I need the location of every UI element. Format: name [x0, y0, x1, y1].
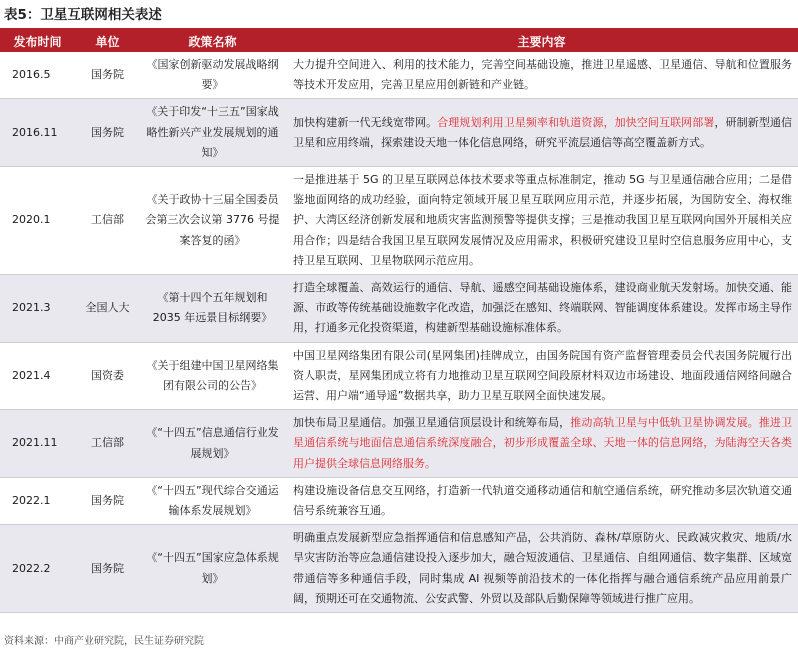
- cell-dept: 全国人大: [75, 275, 140, 343]
- table-row: [0, 525, 798, 613]
- table-row: [0, 99, 798, 167]
- header-content: 主要内容: [285, 30, 798, 52]
- cell-dept: 工信部: [75, 167, 140, 275]
- highlighted-text: 合理规划利用卫星频率和轨道资源，加快空间互联网部署: [437, 115, 715, 129]
- header-policy: 政策名称: [140, 30, 285, 52]
- content-text: 加快构建新一代无线宽带网。: [293, 115, 438, 129]
- cell-date: 2021.11: [0, 410, 75, 478]
- table-header-row: [0, 30, 798, 52]
- cell-date: 2021.4: [0, 342, 75, 410]
- cell-dept: 国务院: [75, 525, 140, 613]
- content-text: 中国卫星网络集团有限公司(星网集团)挂牌成立，由国务院国有资产监督管理委员会代表国务院履行出资人职责，星网集团成立将有力地推动卫星互联网空间段原材料双边市场建设、地面段通信网络间融合运营、用户端“通导遥”数据共享，助力卫星互联网全面快速发展。: [293, 348, 792, 403]
- content-text: 加快布局卫星通信。加强卫星通信顶层设计和统筹布局，: [293, 416, 571, 430]
- cell-date: 2022.2: [0, 525, 75, 613]
- source-note: 资料来源：中商产业研究院，民生证券研究院: [4, 636, 204, 647]
- content-text: 打造全球覆盖、高效运行的通信、导航、遥感空间基础设施体系，建设商业航天发射场。加快交通、能源、市政等传统基础设施数字化改造，加强泛在感知、终端联网、智能调度体系建设。发挥市场主导作用，打通多元化投资渠道，构建新型基础设施标准体系。: [293, 281, 792, 335]
- content-text: 大力提升空间进入、利用的技术能力，完善空间基础设施，推进卫星遥感、卫星通信、导航和位置服务等技术开发应用，完善卫星应用创新链和产业链。: [293, 58, 792, 92]
- cell-content: [285, 477, 798, 524]
- cell-dept: 工信部: [75, 410, 140, 478]
- cell-policy: 《“十四五”现代综合交通运输体系发展规划》: [140, 477, 285, 524]
- cell-content: [285, 52, 798, 99]
- cell-date: 2020.1: [0, 167, 75, 275]
- cell-content: [285, 525, 798, 613]
- cell-policy: 《“十四五”信息通信行业发展规划》: [140, 410, 285, 478]
- cell-date: 2021.3: [0, 275, 75, 343]
- cell-dept: 国务院: [75, 477, 140, 524]
- cell-policy: 《关于政协十三届全国委员会第三次会议第 3776 号提案答复的函》: [140, 167, 285, 275]
- content-text: 构建设施设备信息交互网络，打造新一代轨道交通移动通信和航空通信系统，研究推动多层次轨道交通信号系统兼容互通。: [293, 483, 792, 518]
- content-text: ，研制新型通信卫星和应用终端，探索建设天地一体化信息网络，研究平流层通信等高空覆盖新方式。: [293, 115, 793, 149]
- cell-content: [285, 167, 798, 275]
- table-row: [0, 167, 798, 275]
- table-row: [0, 410, 798, 478]
- cell-policy: 《关于印发“十三五”国家战略性新兴产业发展规划的通知》: [140, 99, 285, 167]
- cell-content: [285, 342, 798, 410]
- cell-policy: 《“十四五”国家应急体系规划》: [140, 525, 285, 613]
- cell-policy: 《第十四个五年规划和 2035 年远景目标纲要》: [140, 275, 285, 343]
- header-dept: 单位: [75, 30, 140, 52]
- cell-content: [285, 275, 798, 343]
- cell-dept: 国务院: [75, 99, 140, 167]
- cell-dept: 国资委: [75, 342, 140, 410]
- cell-content: [285, 99, 798, 167]
- content-text: 明确重点发展新型应急指挥通信和信息感知产品，公共消防、森林/草原防火、民政减灾救灾、地质/水旱灾害防治等应急通信建设投入逐步加大，融合短波通信、卫星通信、自组网通信、数字集群、区域宽带通信等多种通信手段，同时集成 AI 视频等前沿技术的一体化指挥与融合通信系统产品应用前景广阔，预期还可在交通物流、公安武警、外贸以及部队后勤保障等领域进行推广应用。: [293, 531, 792, 605]
- header-date: 发布时间: [0, 30, 75, 52]
- cell-date: 2016.11: [0, 99, 75, 167]
- table-row: [0, 342, 798, 410]
- cell-dept: 国务院: [75, 52, 140, 99]
- table-body: [0, 52, 798, 613]
- cell-date: 2022.1: [0, 477, 75, 524]
- table-row: [0, 477, 798, 524]
- table-row: [0, 52, 798, 99]
- policy-table: [0, 30, 798, 613]
- cell-content: [285, 410, 798, 478]
- cell-policy: 《国家创新驱动发展战略纲要》: [140, 52, 285, 99]
- table-title: 表5：卫星互联网相关表述: [4, 7, 162, 23]
- highlighted-text: 推动高轨卫星与中低轨卫星协调发展。推进卫星通信系统与地面信息通信系统深度融合，初步形成覆盖全球、天地一体的信息网络，为陆海空天各类用户提供全球信息网络服务。: [293, 416, 793, 470]
- table-row: [0, 275, 798, 343]
- content-text: 一是推进基于 5G 的卫星互联网总体技术要求等重点标准制定，推动 5G 与卫星通信融合应用；二是借鉴地面网络的成功经验，面向特定领域开展卫星互联网应用示范，并逐步拓展，为国防安全、海权维护、大湾区经济创新发展和地质灾害监测预警等提供支撑；三是推动我国卫星互联网向国外开展相关应用合作；四是结合我国卫星互联网发展情况及应用需求，积极研究建设卫星时空信息服务应用中心，支持卫星互联网、卫星物联网示范应用。: [293, 173, 792, 267]
- cell-date: 2016.5: [0, 52, 75, 99]
- cell-policy: 《关于组建中国卫星网络集团有限公司的公告》: [140, 342, 285, 410]
